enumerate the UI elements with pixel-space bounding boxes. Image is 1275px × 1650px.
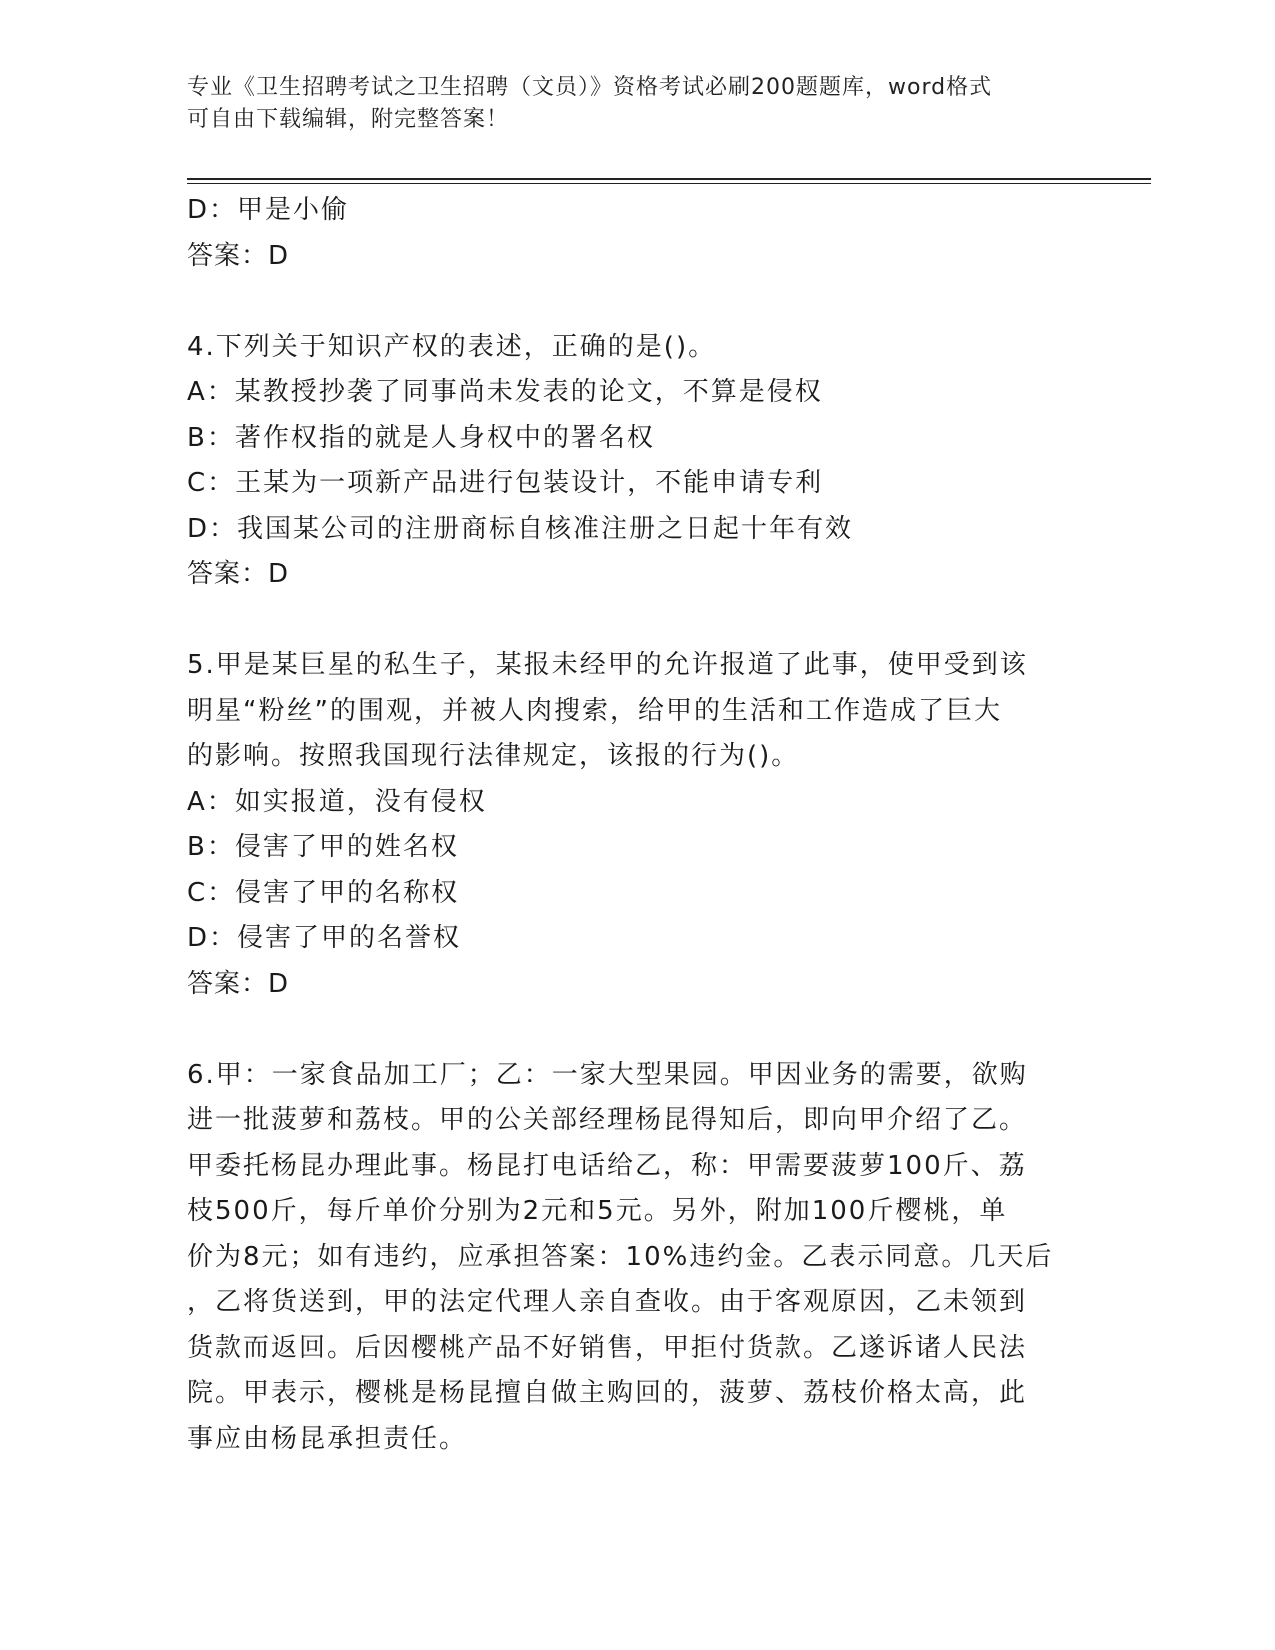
question-stem-line: 事应由杨昆承担责任。 bbox=[187, 1423, 468, 1454]
question-stem-line: 货款而返回。后因樱桃产品不好销售，甲拒付货款。乙遂诉诸人民法 bbox=[187, 1332, 1028, 1363]
option-b: B：著作权指的就是人身权中的署名权 bbox=[187, 422, 655, 453]
question-5 bbox=[187, 643, 1067, 1007]
header-rule-thin bbox=[187, 183, 1151, 184]
page-header bbox=[187, 72, 1067, 136]
answer-line: 答案：D bbox=[187, 968, 290, 999]
question-stem-line: 的影响。按照我国现行法律规定，该报的行为()。 bbox=[187, 741, 800, 771]
answer-line: 答案：D bbox=[187, 559, 290, 589]
question-stem-line: 院。甲表示，樱桃是杨昆擅自做主购回的，菠萝、荔枝价格太高，此 bbox=[187, 1378, 1028, 1408]
answer-line: 答案：D bbox=[187, 240, 290, 271]
option-c: C：侵害了甲的名称权 bbox=[187, 877, 460, 908]
question-stem-line: 5.甲是某巨星的私生子，某报未经甲的允许报道了此事，使甲受到该 bbox=[187, 650, 1028, 680]
option-d: D：侵害了甲的名誉权 bbox=[187, 923, 462, 953]
spacer bbox=[187, 598, 1067, 644]
spacer bbox=[187, 1007, 1067, 1053]
document-body bbox=[187, 188, 1067, 1462]
header-line-1: 专业《卫生招聘考试之卫生招聘（文员）》资格考试必刷200题题库，word格式 bbox=[187, 75, 993, 100]
question-stem-line: 枝500斤，每斤单价分别为2元和5元。另外，附加100斤樱桃，单 bbox=[187, 1196, 1008, 1226]
option-d: D：甲是小偷 bbox=[187, 195, 350, 225]
option-a: A：如实报道，没有侵权 bbox=[187, 786, 487, 817]
option-a: A：某教授抄袭了同事尚未发表的论文，不算是侵权 bbox=[187, 377, 823, 407]
spacer bbox=[187, 279, 1067, 325]
option-c: C：王某为一项新产品进行包装设计，不能申请专利 bbox=[187, 468, 824, 498]
question-stem-line: 进一批菠萝和荔枝。甲的公关部经理杨昆得知后，即向甲介绍了乙。 bbox=[187, 1105, 1028, 1135]
header-line-2: 可自由下载编辑，附完整答案！ bbox=[187, 107, 510, 132]
option-d: D：我国某公司的注册商标自核准注册之日起十年有效 bbox=[187, 513, 854, 544]
question-6 bbox=[187, 1053, 1067, 1463]
header-rule-thick bbox=[187, 178, 1151, 180]
question-stem-line: 甲委托杨昆办理此事。杨昆打电话给乙，称：甲需要菠萝100斤、荔 bbox=[187, 1150, 1027, 1181]
question-stem-line: ，乙将货送到，甲的法定代理人亲自查收。由于客观原因，乙未领到 bbox=[187, 1287, 1028, 1317]
option-b: B：侵害了甲的姓名权 bbox=[187, 832, 459, 862]
question-stem: 4.下列关于知识产权的表述，正确的是()。 bbox=[187, 331, 717, 362]
previous-question-tail bbox=[187, 188, 1067, 279]
question-stem-line: 明星“粉丝”的围观，并被人肉搜索，给甲的生活和工作造成了巨大 bbox=[187, 695, 1002, 726]
question-stem-line: 6.甲：一家食品加工厂；乙：一家大型果园。甲因业务的需要，欲购 bbox=[187, 1059, 1028, 1090]
question-stem-line: 价为8元；如有违约，应承担答案：10%违约金。乙表示同意。几天后 bbox=[187, 1241, 1054, 1272]
question-4 bbox=[187, 325, 1067, 598]
